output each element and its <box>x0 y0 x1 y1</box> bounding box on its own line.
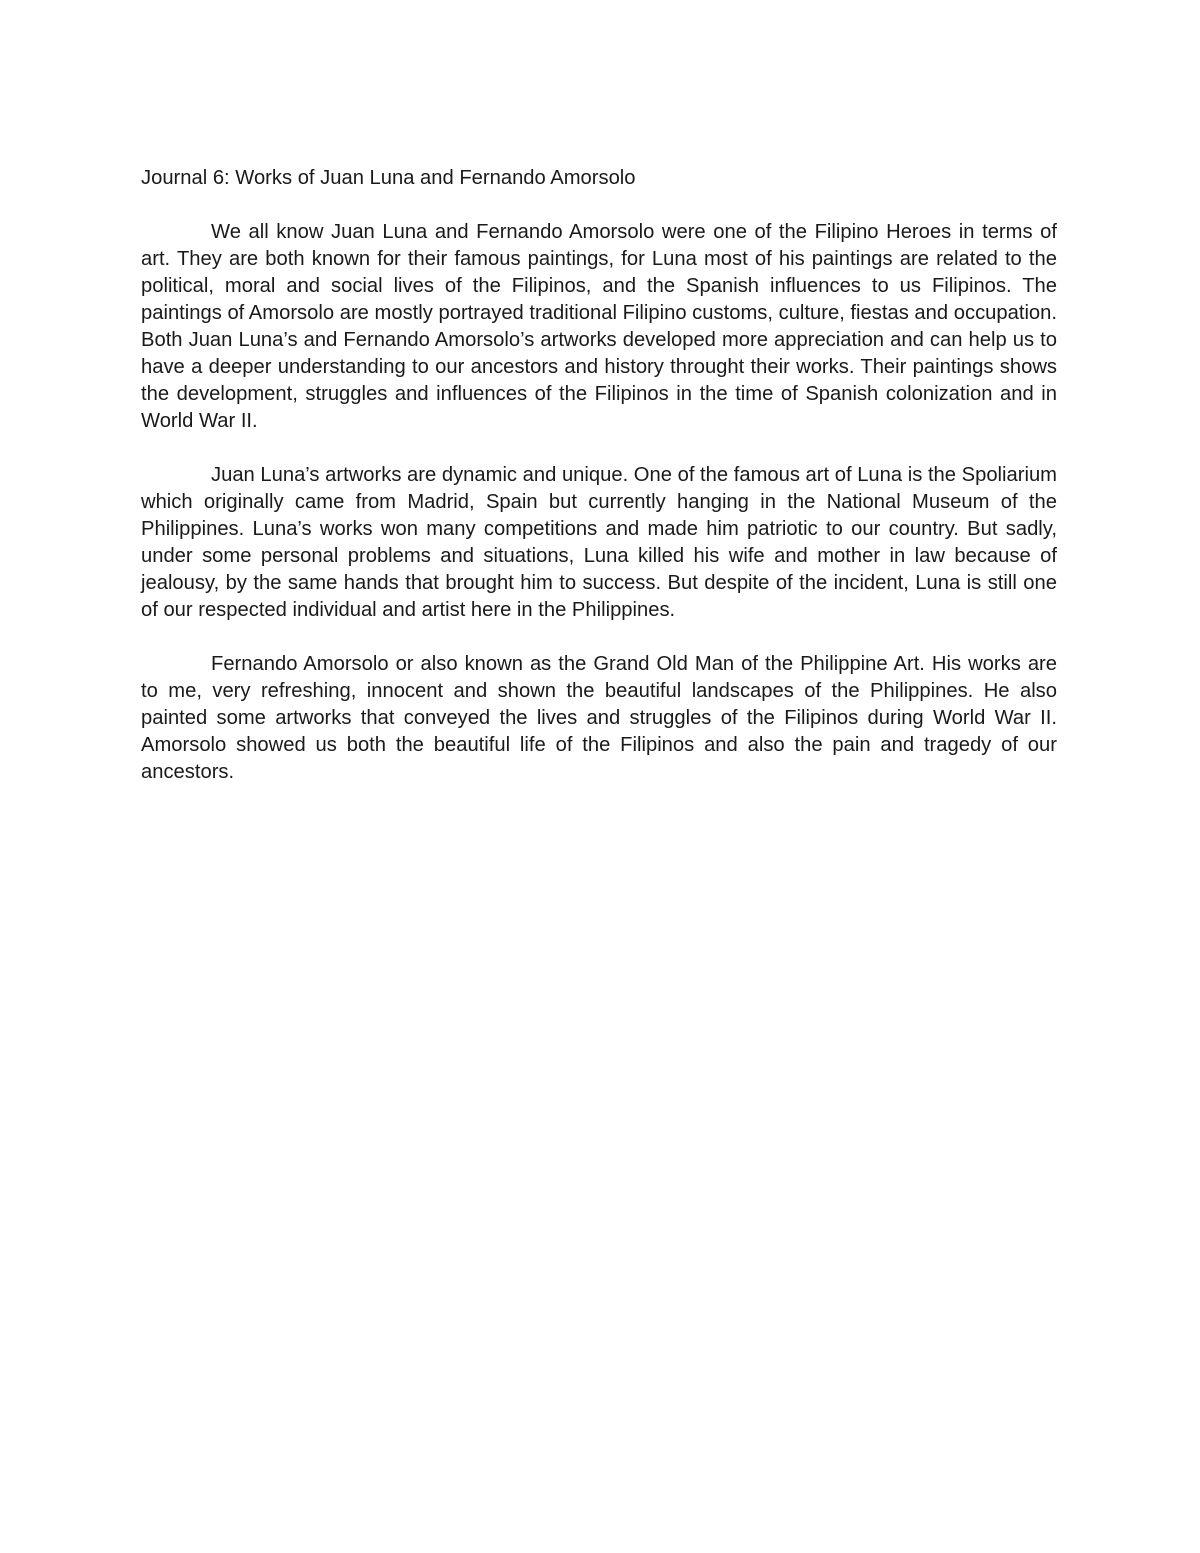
journal-title: Journal 6: Works of Juan Luna and Fernando Amorsolo <box>141 167 636 189</box>
paragraph-fernando-amorsolo: Fernando Amorsolo or also known as the Grand Old Man of the Philippine Art. His works are to me, very refreshing, innocent and shown the beautiful landscapes of the Philippines. He also painted some artworks that conveyed the lives and struggles of the Filipinos during World War II. Amorsolo showed us both the beautiful life of the Filipinos and also the pain and tragedy of our ancestors. <box>141 653 1057 783</box>
paragraph-juan-luna: Juan Luna’s artworks are dynamic and unique. One of the famous art of Luna is the Spoliarium which originally came from Madrid, Spain but currently hanging in the National Museum of the Philippines. Luna’s works won many competitions and made him patriotic to our country. But sadly, under some personal problems and situations, Luna killed his wife and mother in law because of jealousy, by the same hands that brought him to success. But despite of the incident, Luna is still one of our respected individual and artist here in the Philippines. <box>141 464 1057 621</box>
document-body <box>141 165 1057 813</box>
paragraph-intro: We all know Juan Luna and Fernando Amorsolo were one of the Filipino Heroes in terms of art. They are both known for their famous paintings, for Luna most of his paintings are related to the political, moral and social lives of the Filipinos, and the Spanish influences to us Filipinos. The paintings of Amorsolo are mostly portrayed traditional Filipino customs, culture, fiestas and occupation. Both Juan Luna’s and Fernando Amorsolo’s artworks developed more appreciation and can help us to have a deeper understanding to our ancestors and history throught their works. Their paintings shows the development, struggles and influences of the Filipinos in the time of Spanish colonization and in World War II. <box>141 221 1057 432</box>
